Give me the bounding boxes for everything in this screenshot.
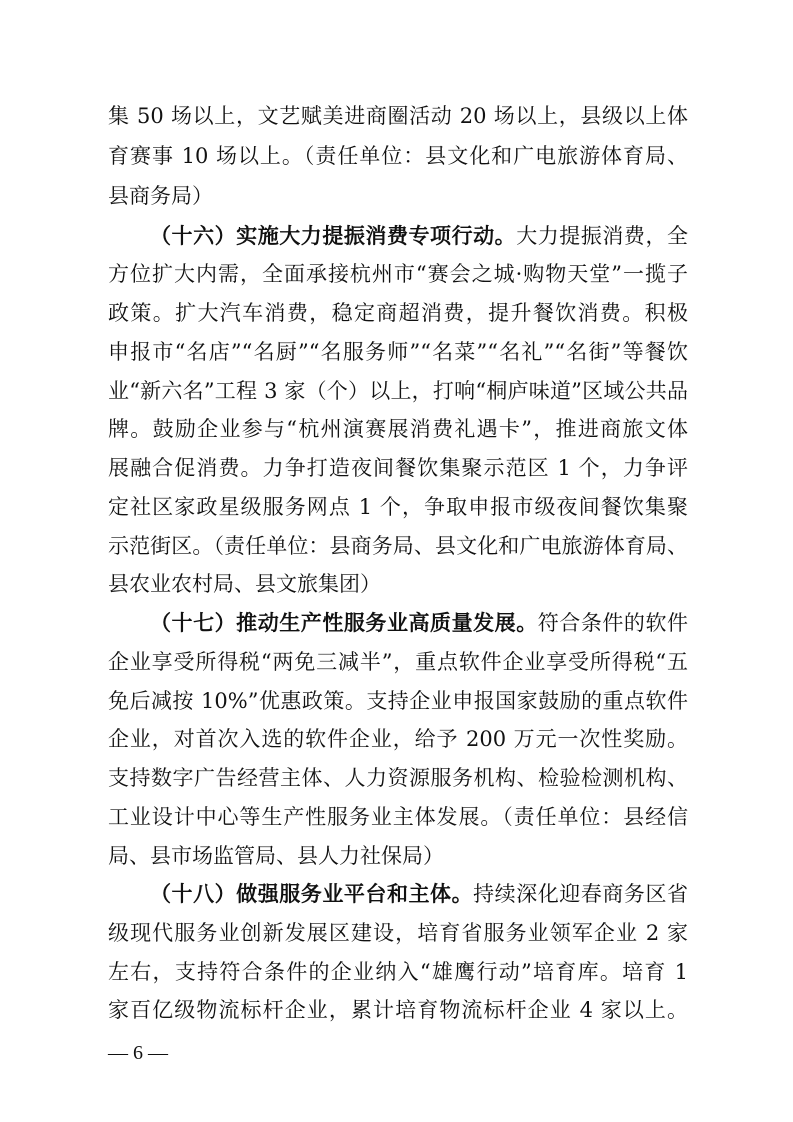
text-line: 示范街区。（责任单位：县商务局、县文化和广电旅游体育局、 — [108, 534, 688, 558]
text-line: 政策。扩大汽车消费，稳定商超消费，提升餐饮消费。积极 — [108, 301, 688, 325]
text-line: 定社区家政星级服务网点 1 个，争取申报市级夜间餐饮集聚 — [108, 495, 688, 519]
section-16-heading-line: （十六）实施大力提振消费专项行动。大力提振消费，全 — [150, 223, 689, 248]
text-line: 牌。鼓励企业参与“杭州演赛展消费礼遇卡”，推进商旅文体 — [108, 417, 688, 441]
text-line: 免后减按 10%”优惠政策。支持企业申报国家鼓励的重点软件 — [108, 689, 688, 713]
section-18-heading-line: （十八）做强服务业平台和主体。持续深化迎春商务区省 — [150, 881, 688, 906]
text-line: 方位扩大内需，全面承接杭州市“赛会之城·购物天堂”一揽子 — [108, 262, 688, 286]
text-line: 级现代服务业创新发展区建设，培育省服务业领军企业 2 家 — [108, 921, 688, 945]
text-line: 集 50 场以上，文艺赋美进商圈活动 20 场以上，县级以上体 — [108, 104, 688, 128]
text-line: 企业享受所得税“两免三减半”，重点软件企业享受所得税“五 — [108, 650, 688, 674]
section-17-title: （十七）推动生产性服务业高质量发展。 — [150, 610, 538, 635]
text-line: 业“新六名”工程 3 家（个）以上，打响“桐庐味道”区域公共品 — [108, 379, 688, 403]
text-line: 县商务局） — [108, 184, 213, 208]
text-line: 工业设计中心等生产性服务业主体发展。（责任单位：县经信 — [108, 805, 688, 829]
text-line: 展融合促消费。力争打造夜间餐饮集聚示范区 1 个，力争评 — [108, 456, 688, 480]
text-line: 县农业农村局、县文旅集团） — [108, 572, 381, 596]
section-18-title: （十八）做强服务业平台和主体。 — [150, 881, 474, 906]
text-line: 企业，对首次入选的软件企业，给予 200 万元一次性奖励。 — [108, 727, 688, 751]
page-number: — 6 — — [108, 1042, 168, 1064]
text-line: 家百亿级物流标杆企业，累计培育物流标杆企业 4 家以上。 — [108, 998, 688, 1022]
text-line: 左右，支持符合条件的企业纳入“雄鹰行动”培育库。培育 1 — [108, 960, 688, 984]
section-17-heading-line: （十七）推动生产性服务业高质量发展。符合条件的软件 — [150, 610, 688, 635]
text-line: 支持数字广告经营主体、人力资源服务机构、检验检测机构、 — [108, 766, 688, 790]
text-line: 申报市“名店”“名厨”“名服务师”“名菜”“名礼”“名街”等餐饮 — [108, 340, 688, 364]
section-16-title: （十六）实施大力提振消费专项行动。 — [150, 223, 517, 248]
text-line: 局、县市场监管局、县人力社保局） — [108, 844, 444, 868]
text-line: 育赛事 10 场以上。（责任单位：县文化和广电旅游体育局、 — [108, 144, 688, 168]
